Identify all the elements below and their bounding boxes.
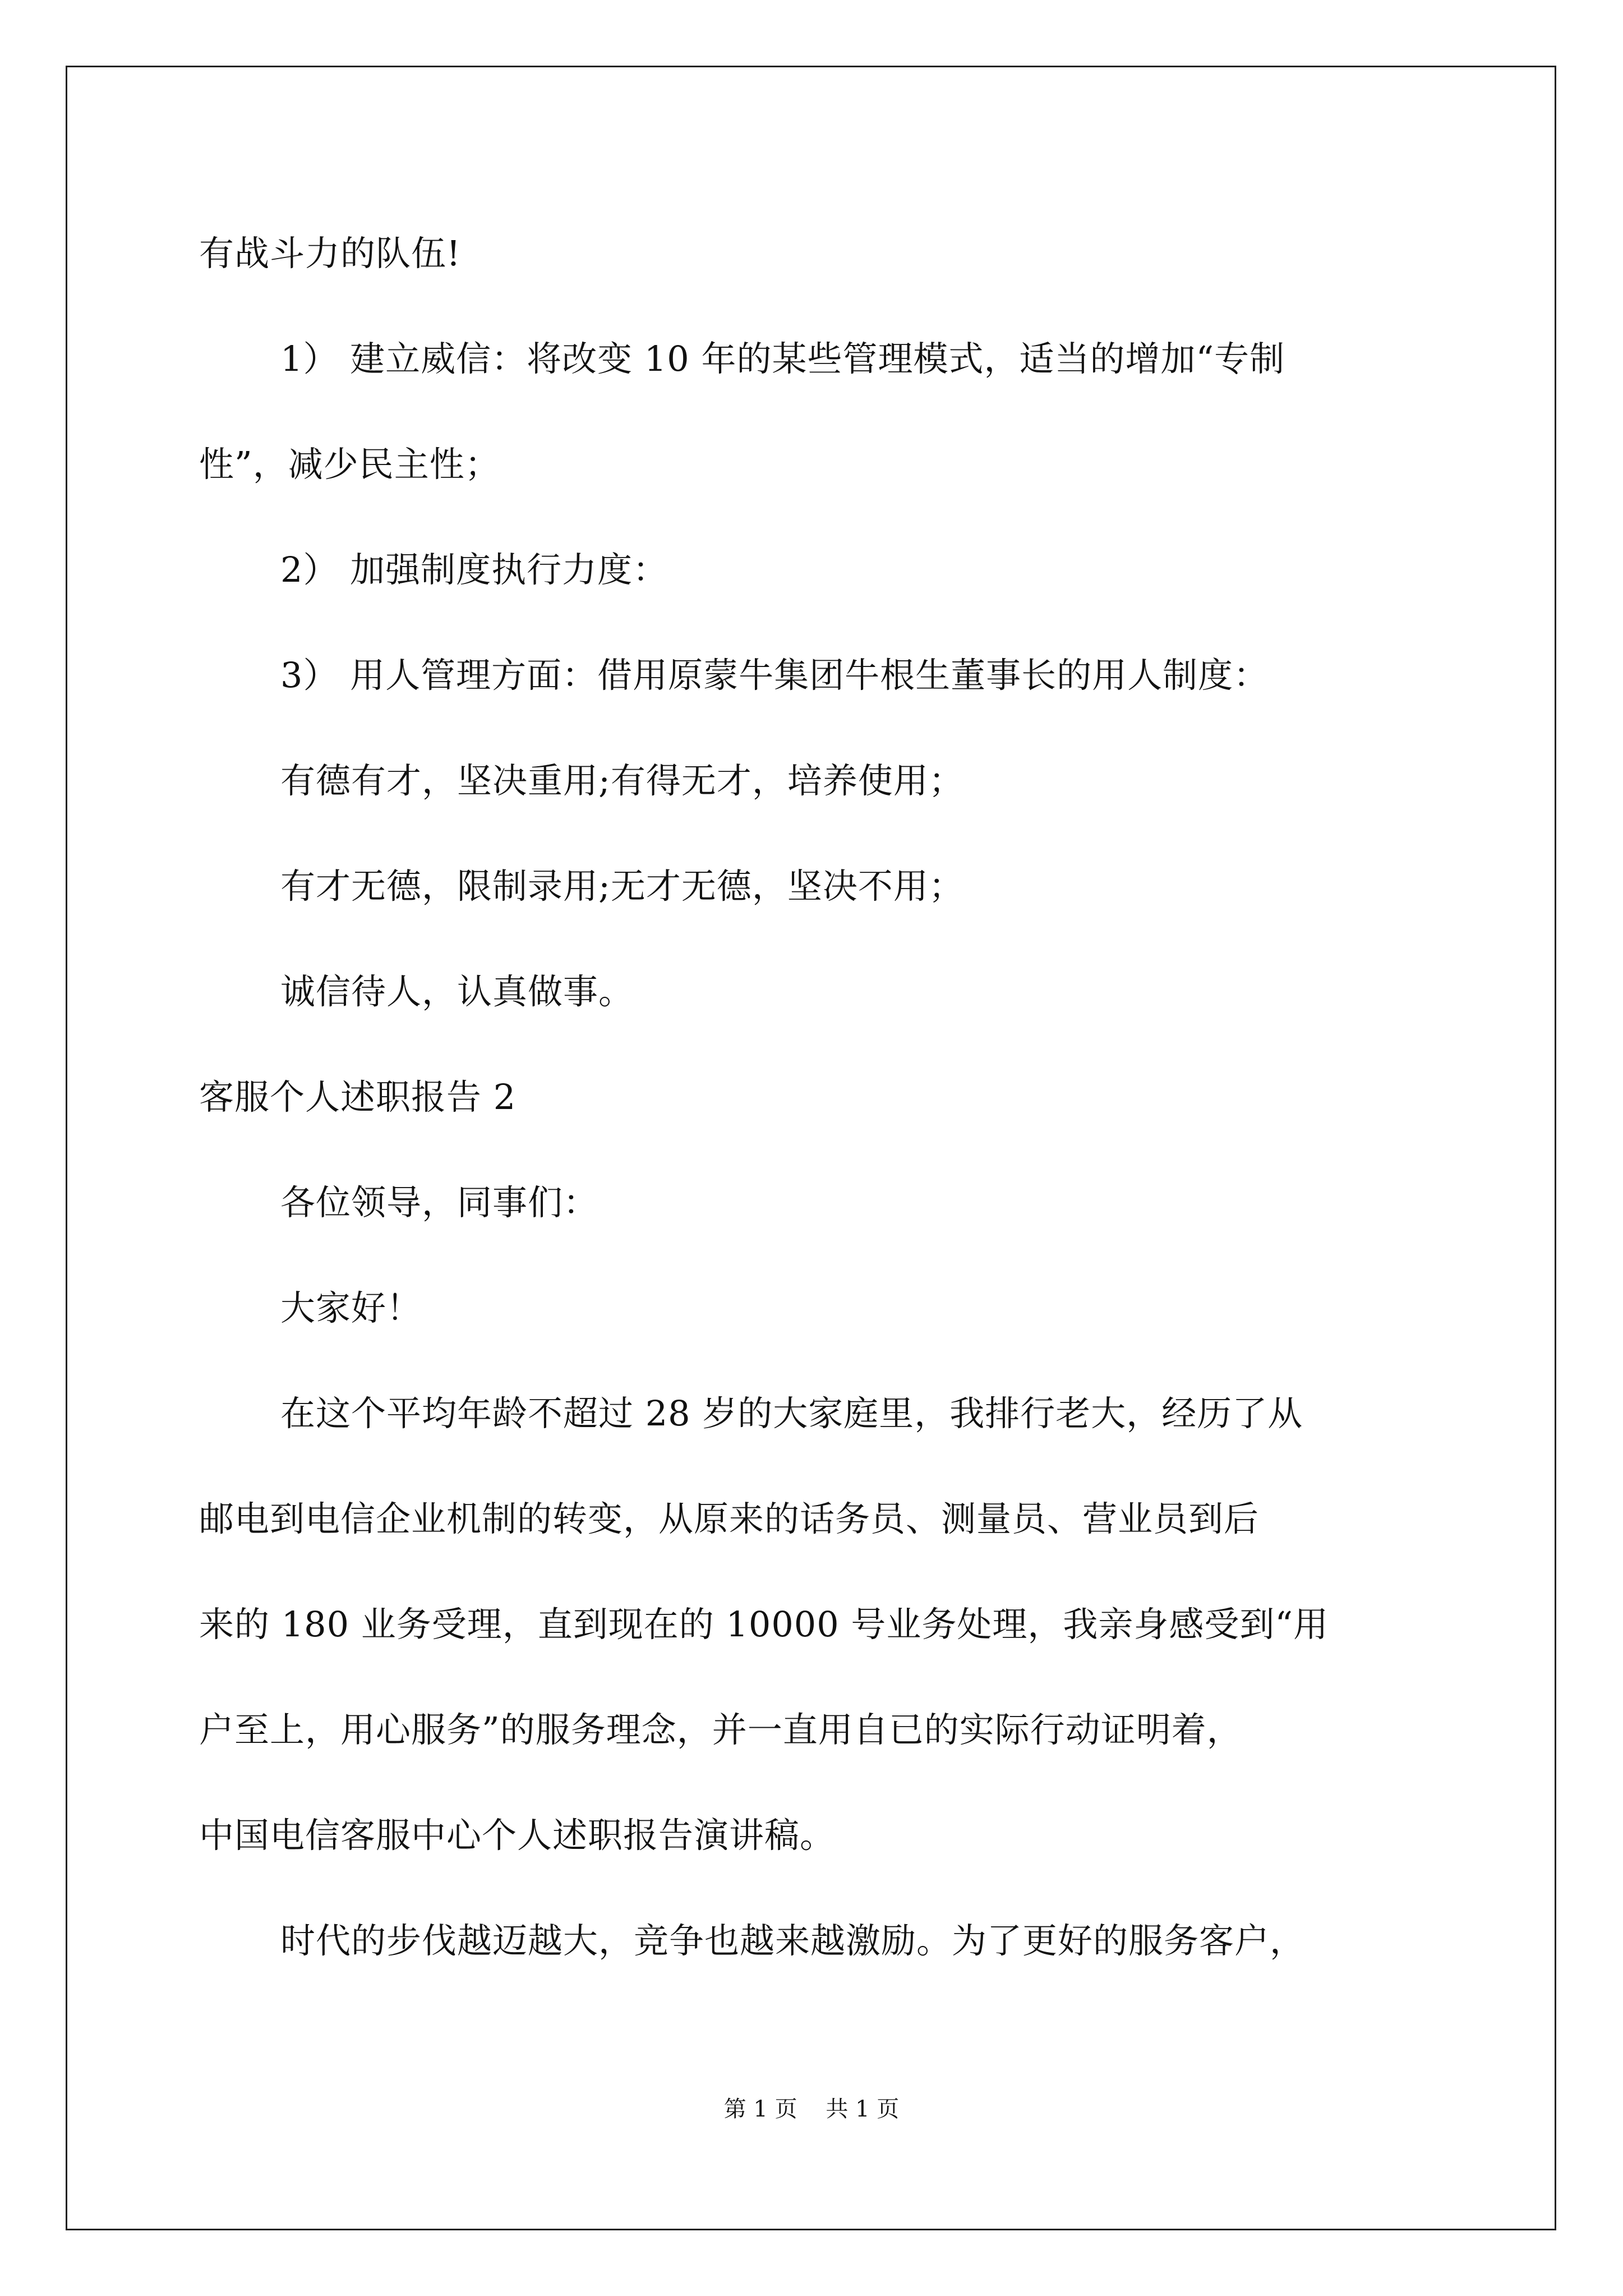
- text-line: 有才无德，限制录用;无才无德，坚决不用；: [280, 866, 964, 907]
- text-line: 中国电信客服中心个人述职报告演讲稿。: [199, 1815, 836, 1856]
- text-line: 时代的步伐越迈越大，竞争也越来越激励。为了更好的服务客户，: [280, 1920, 1306, 1961]
- text-line: 3） 用人管理方面：借用原蒙牛集团牛根生董事长的用人制度：: [280, 655, 1269, 696]
- page-border: [66, 66, 1556, 2230]
- text-line: 各位领导，同事们：: [280, 1182, 599, 1223]
- text-line: 有战斗力的队伍!: [199, 233, 461, 274]
- text-line: 有德有才，坚决重用;有得无才，培养使用；: [280, 760, 964, 801]
- page-footer: 第 1 页 共 1 页: [723, 2096, 900, 2122]
- text-line: 2） 加强制度执行力度：: [280, 549, 668, 590]
- text-line: 大家好！: [280, 1287, 422, 1328]
- section-heading: 客服个人述职报告 2: [199, 1076, 517, 1117]
- text-line: 性”，减少民主性；: [199, 444, 500, 485]
- text-line: 户至上，用心服务”的服务理念，并一直用自已的实际行动证明着，: [199, 1709, 1242, 1750]
- text-line: 在这个平均年龄不超过 28 岁的大家庭里，我排行老大，经历了从: [280, 1393, 1303, 1434]
- text-line: 来的 180 业务受理，直到现在的 10000 号业务处理，我亲身感受到“用: [199, 1604, 1329, 1645]
- text-line: 邮电到电信企业机制的转变，从原来的话务员、测量员、营业员到后: [199, 1498, 1260, 1539]
- text-line: 1） 建立威信：将改变 10 年的某些管理模式，适当的增加“专制: [280, 338, 1285, 379]
- text-line: 诚信待人，认真做事。: [280, 971, 634, 1012]
